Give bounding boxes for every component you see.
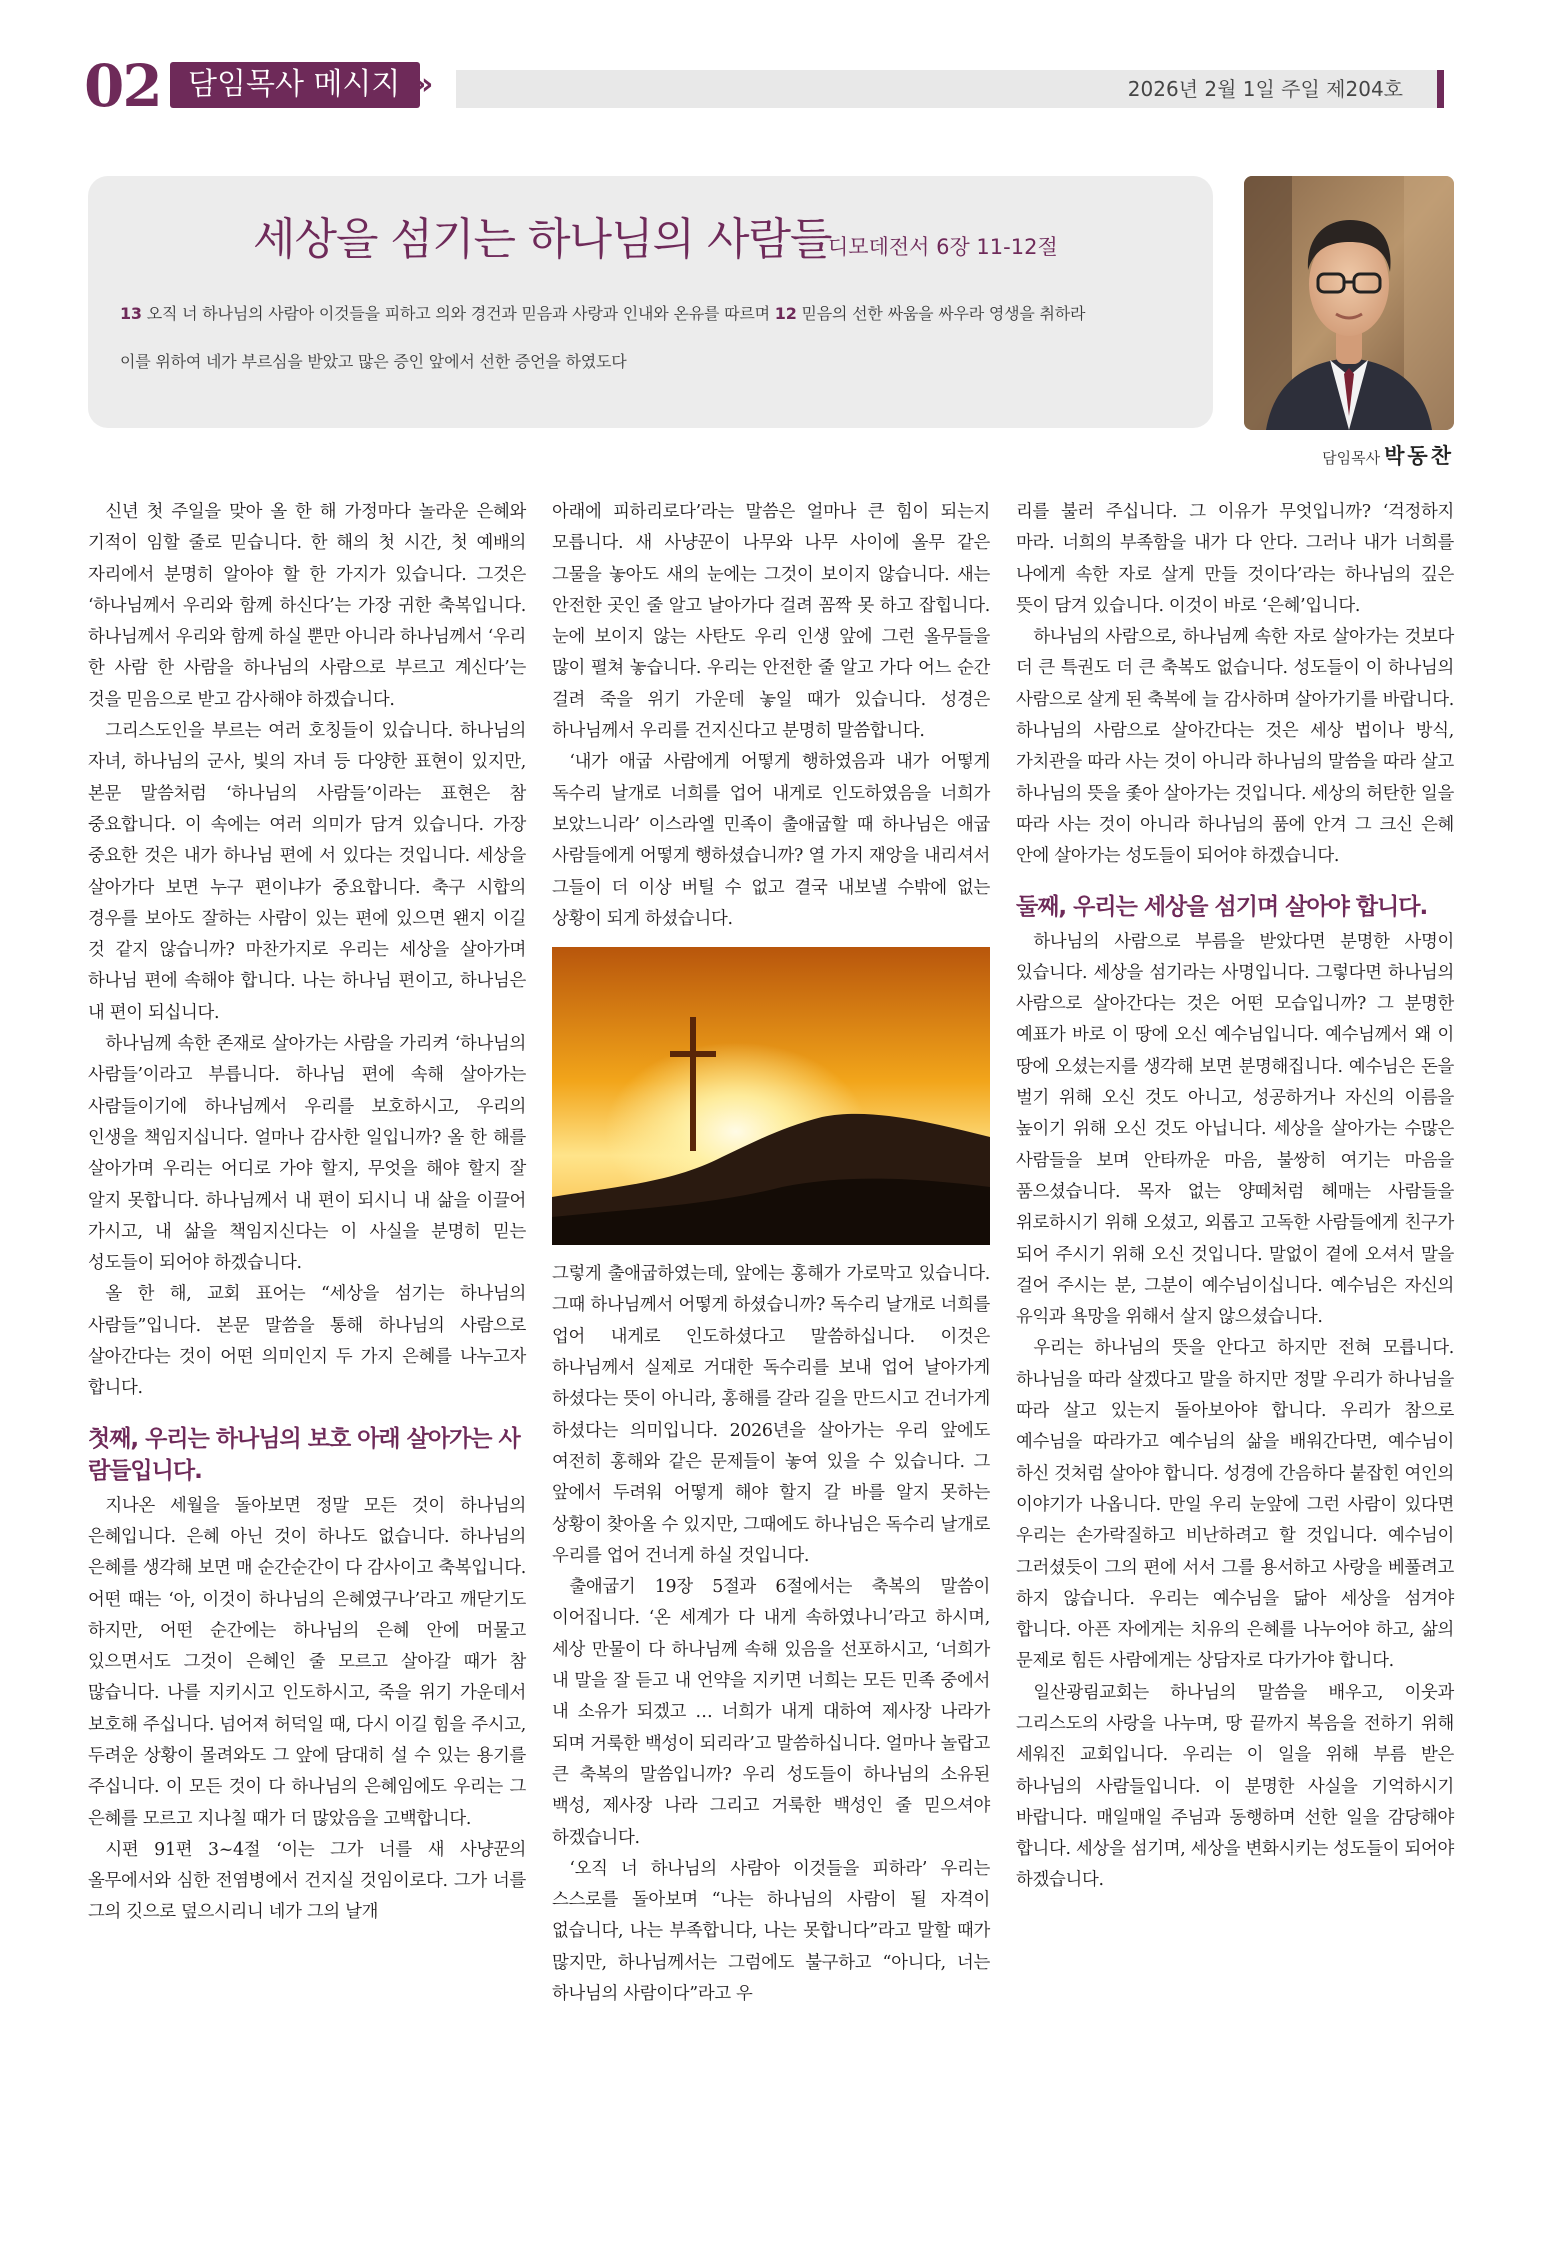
body-paragraph: 그렇게 출애굽하였는데, 앞에는 홍해가 가로막고 있습니다. 그때 하나님께서 어떻게 하셨습니까? 독수리 날개로 너희를 업어 내게로 인도하셨다고 말씀하십니다. 이것은 하나님께서 실제로 거대한 독수리를 보내 업어 날아가게 하셨다는 뜻이 아니라, 홍해를 갈라 길을 만드시고 건너가게 하셨다는 의미입니다. 2026년을 살아가는 우리 앞에도 여전히 홍해와 같은 문제들이 놓여 있을 수 있습니다. 그 앞에서 두려워 어떻게 해야 할지 갈 바를 알지 못하는 상황이 찾아올 수 있지만, 그때에도 하나님은 독수리 날개로 우리를 업어 건너게 하실 것입니다.	[552, 1264, 990, 1566]
body-paragraph: 올 한 해, 교회 표어는 “세상을 섬기는 하나님의 사람들”입니다. 본문 말씀을 통해 하나님의 사람으로 살아간다는 것이 어떤 의미인지 두 가지 은혜를 나누고자 합니다.	[88, 1284, 526, 1399]
pastor-role: 담임목사	[1322, 449, 1381, 467]
pastor-name: 박동찬	[1384, 444, 1454, 468]
article-column-1	[88, 497, 526, 1929]
sermon-title: 세상을 섬기는 하나님의 사람들	[253, 214, 832, 265]
body-paragraph: 하나님께 속한 존재로 살아가는 사람을 가리켜 ‘하나님의 사람들’이라고 부릅니다. 하나님 편에 속해 살아가는 사람들이기에 하나님께서 우리를 보호하시고, 우리의 인생을 책임지십니다. 얼마나 감사한 일입니까? 올 한 해를 살아가며 우리는 어디로 가야 할지, 무엇을 해야 할지 잘 알지 못합니다. 하나님께서 내 편이 되시니 내 삶을 이끌어 가시고, 내 삶을 책임지신다는 이 사실을 분명히 믿는 성도들이 되어야 하겠습니다.	[88, 1034, 526, 1274]
body-paragraph: 아래에 피하리로다’라는 말씀은 얼마나 큰 힘이 되는지 모릅니다. 새 사냥꾼이 나무와 나무 사이에 올무 같은 그물을 놓아도 새의 눈에는 그것이 보이지 않습니다. 새는 안전한 곳인 줄 알고 날아가다 걸려 꼼짝 못 하고 잡힙니다. 눈에 보이지 않는 사탄도 우리 인생 앞에 그런 올무들을 많이 펼쳐 놓습니다. 우리는 안전한 줄 알고 가다 어느 순간 걸려 죽을 위기 가운데 놓일 때가 있습니다. 성경은 하나님께서 우리를 건지신다고 분명히 말씀합니다.	[552, 502, 990, 742]
verse-number: 13	[120, 304, 142, 323]
header-bar	[456, 70, 1444, 108]
sunset-cross-photo	[552, 947, 990, 1245]
section-heading: 첫째, 우리는 하나님의 보호 아래 살아가는 사람들입니다.	[88, 1425, 520, 1484]
body-paragraph: 하나님의 사람으로, 하나님께 속한 자로 살아가는 것보다 더 큰 특권도 더 큰 축복도 없습니다. 성도들이 이 하나님의 사람으로 살게 된 축복에 늘 감사하며 살아가기를 바랍니다. 하나님의 사람으로 살아간다는 것은 세상 법이나 방식, 가치관을 따라 사는 것이 아니라 하나님의 말씀을 따라 살고 하나님의 뜻을 좇아 살아가는 것입니다. 세상의 허탄한 일을 따라 사는 것이 아니라 하나님의 품에 안겨 그 크신 은혜 안에 살아가는 성도들이 되어야 하겠습니다.	[1016, 627, 1454, 867]
scripture-reference: 디모데전서 6장 11-12절	[828, 235, 1058, 259]
section-label: 담임목사 메시지	[170, 62, 420, 108]
pastor-photo	[1244, 176, 1454, 430]
body-paragraph: 우리는 하나님의 뜻을 안다고 하지만 전혀 모릅니다. 하나님을 따라 살겠다고 말을 하지만 정말 우리가 하나님을 따라 살고 있는지 돌아보아야 합니다. 우리가 참으로 예수님을 따라가고 예수님의 삶을 배워간다면, 예수님이 하신 것처럼 살아야 합니다. 성경에 간음하다 붙잡힌 여인의 이야기가 나옵니다. 만일 우리 눈앞에 그런 사람이 있다면 우리는 손가락질하고 비난하려고 할 것입니다. 예수님이 그러셨듯이 그의 편에 서서 그를 용서하고 사랑을 베풀려고 하지 않습니다. 우리는 예수님을 닮아 세상을 섬겨야 합니다. 아픈 자에게는 치유의 은혜를 나누어야 하고, 삶의 문제로 힘든 사람에게는 상담자로 다가가야 합니다.	[1016, 1338, 1454, 1672]
body-paragraph: 신년 첫 주일을 맞아 올 한 해 가정마다 놀라운 은혜와 기적이 임할 줄로 믿습니다. 한 해의 첫 시간, 첫 예배의 자리에서 분명히 알아야 할 한 가지가 있습니다. 그것은 ‘하나님께서 우리와 함께 하신다’는 가장 귀한 축복입니다. 하나님께서 우리와 함께 하실 뿐만 아니라 하나님께서 ‘우리 한 사람 한 사람을 하나님의 사람으로 부르고 계신다’는 것을 믿음으로 받고 감사해야 하겠습니다.	[88, 502, 526, 710]
body-paragraph: 일산광림교회는 하나님의 말씀을 배우고, 이웃과 그리스도의 사랑을 나누며, 땅 끝까지 복음을 전하기 위해 세워진 교회입니다. 우리는 이 일을 위해 부름 받은 하나님의 사람들입니다. 이 분명한 사실을 기억하시기 바랍니다. 매일매일 주님과 동행하며 선한 일을 감당해야 합니다. 세상을 섬기며, 세상을 변화시키는 성도들이 되어야 하겠습니다.	[1016, 1682, 1454, 1891]
section-heading: 둘째, 우리는 세상을 섬기며 살아야 합니다.	[1016, 893, 1428, 920]
verse-text: 믿음의 선한 싸움을 싸우라 영생을 취하라	[796, 304, 1086, 323]
scripture-verse-line	[120, 300, 1085, 328]
body-paragraph: 시편 91편 3~4절 ‘이는 그가 너를 새 사냥꾼의 올무에서와 심한 전염병에서 건지실 것임이로다. 그가 너를 그의 깃으로 덮으시리니 네가 그의 날개	[88, 1839, 526, 1923]
body-paragraph: 출애굽기 19장 5절과 6절에서는 축복의 말씀이 이어집니다. ‘온 세계가 다 내게 속하였나니’라고 하시며, 세상 만물이 다 하나님께 속해 있음을 선포하시고, ‘너희가 내 말을 잘 듣고 내 언약을 지키면 너희는 모든 민족 중에서 내 소유가 되겠고 … 너희가 내게 대하여 제사장 나라가 되며 거룩한 백성이 되리라’고 말씀하십니다. 얼마나 놀랍고 큰 축복의 말씀입니까? 우리 성도들이 하나님의 소유된 백성, 제사장 나라 그리고 거룩한 백성인 줄 믿으셔야 하겠습니다.	[552, 1577, 990, 1848]
body-paragraph: ‘오직 너 하나님의 사람아 이것들을 피하라’ 우리는 스스로를 돌아보며 “나는 하나님의 사람이 될 자격이 없습니다, 나는 부족합니다, 나는 못합니다”라고 말할 때가 많지만, 하나님께서는 그럼에도 불구하고 “아니다, 너는 하나님의 사람이다”라고 우	[552, 1858, 990, 2004]
body-paragraph: 하나님의 사람으로 부름을 받았다면 분명한 사명이 있습니다. 세상을 섬기라는 사명입니다. 그렇다면 하나님의 사람으로 살아간다는 것은 어떤 모습입니까? 그 분명한 예표가 바로 이 땅에 오신 예수님입니다. 예수님께서 왜 이 땅에 오셨는지를 생각해 보면 분명해집니다. 예수님은 돈을 벌기 위해 오신 것도 아니고, 성공하거나 자신의 이름을 높이기 위해 오신 것도 아닙니다. 세상을 살아가는 수많은 사람들을 보며 안타까운 마음, 불쌍히 여기는 마음을 품으셨습니다. 목자 없는 양떼처럼 헤매는 사람들을 위로하시기 위해 오셨고, 외롭고 고독한 사람들에게 친구가 되어 주시기 위해 오신 것입니다. 말없이 곁에 오셔서 말을 걸어 주시는 분, 그분이 예수님이십니다. 예수님은 자신의 유익과 욕망을 위해서 살지 않으셨습니다.	[1016, 931, 1454, 1328]
verse-text: 이를 위하여 네가 부르심을 받았고 많은 증인 앞에서 선한 증언을 하였도다	[120, 352, 627, 371]
pastor-portrait	[1244, 176, 1454, 430]
article-column-2	[552, 497, 990, 2010]
body-paragraph: 리를 불러 주십니다. 그 이유가 무엇입니까? ‘걱정하지 마라. 너희의 부족함을 내가 다 안다. 그러나 내가 너희를 나에게 속한 자로 살게 만들 것이다’라는 하나님의 깊은 뜻이 담겨 있습니다. 이것이 바로 ‘은혜’입니다.	[1016, 502, 1454, 616]
scripture-verse-line	[120, 348, 627, 376]
verse-number: 12	[774, 304, 797, 323]
pastor-caption	[1244, 440, 1454, 470]
issue-date: 2026년 2월 1일 주일 제204호	[1127, 77, 1403, 101]
sermon-title-box	[88, 176, 1213, 428]
body-paragraph: 지나온 세월을 돌아보면 정말 모든 것이 하나님의 은혜입니다. 은혜 아닌 것이 하나도 없습니다. 하나님의 은혜를 생각해 보면 매 순간순간이 다 감사이고 축복입니다. 어떤 때는 ‘아, 이것이 하나님의 은혜였구나’라고 깨닫기도 하지만, 어떤 순간에는 하나님의 은혜 안에 머물고 있으면서도 그것이 은혜인 줄 모르고 살아갈 때가 참 많습니다. 나를 지키시고 인도하시고, 죽을 위기 가운데서 보호해 주십니다. 넘어져 허덕일 때, 다시 이길 힘을 주시고, 두려운 상황이 몰려와도 그 앞에 담대히 설 수 있는 용기를 주십니다. 이 모든 것이 다 하나님의 은혜임에도 우리는 그 은혜를 모르고 지나칠 때가 더 많았음을 고백합니다.	[88, 1495, 526, 1829]
page-number: 02	[84, 52, 161, 120]
page-header	[84, 52, 1444, 120]
body-paragraph: ‘내가 애굽 사람에게 어떻게 행하였음과 내가 어떻게 독수리 날개로 너희를 업어 내게로 인도하였음을 너희가 보았느니라’ 이스라엘 민족이 출애굽할 때 하나님은 애굽 사람들에게 어떻게 행하셨습니까? 열 가지 재앙을 내리셔서 그들이 더 이상 버틸 수 없고 결국 내보낼 수밖에 없는 상황이 되게 하셨습니다.	[552, 752, 990, 929]
verse-text: 오직 너 하나님의 사람아 이것들을 피하고 의와 경건과 믿음과 사랑과 인내와 온유를 따르며	[141, 304, 775, 323]
double-chevron-icon: »	[414, 67, 434, 102]
article-column-3	[1016, 497, 1454, 1897]
body-paragraph: 그리스도인을 부르는 여러 호칭들이 있습니다. 하나님의 자녀, 하나님의 군사, 빛의 자녀 등 다양한 표현이 있지만, 본문 말씀처럼 ‘하나님의 사람들’이라는 표현은 참 중요합니다. 이 속에는 여러 의미가 담겨 있습니다. 가장 중요한 것은 내가 하나님 편에 서 있다는 것입니다. 세상을 살아가다 보면 누구 편이냐가 중요합니다. 축구 시합의 경우를 보아도 잘하는 사람이 있는 편에 있으면 왠지 이길 것 같지 않습니까? 마찬가지로 우리는 세상을 살아가며 하나님 편에 속해야 합니다. 나는 하나님 편이고, 하나님은 내 편이 되십니다.	[88, 721, 526, 1023]
